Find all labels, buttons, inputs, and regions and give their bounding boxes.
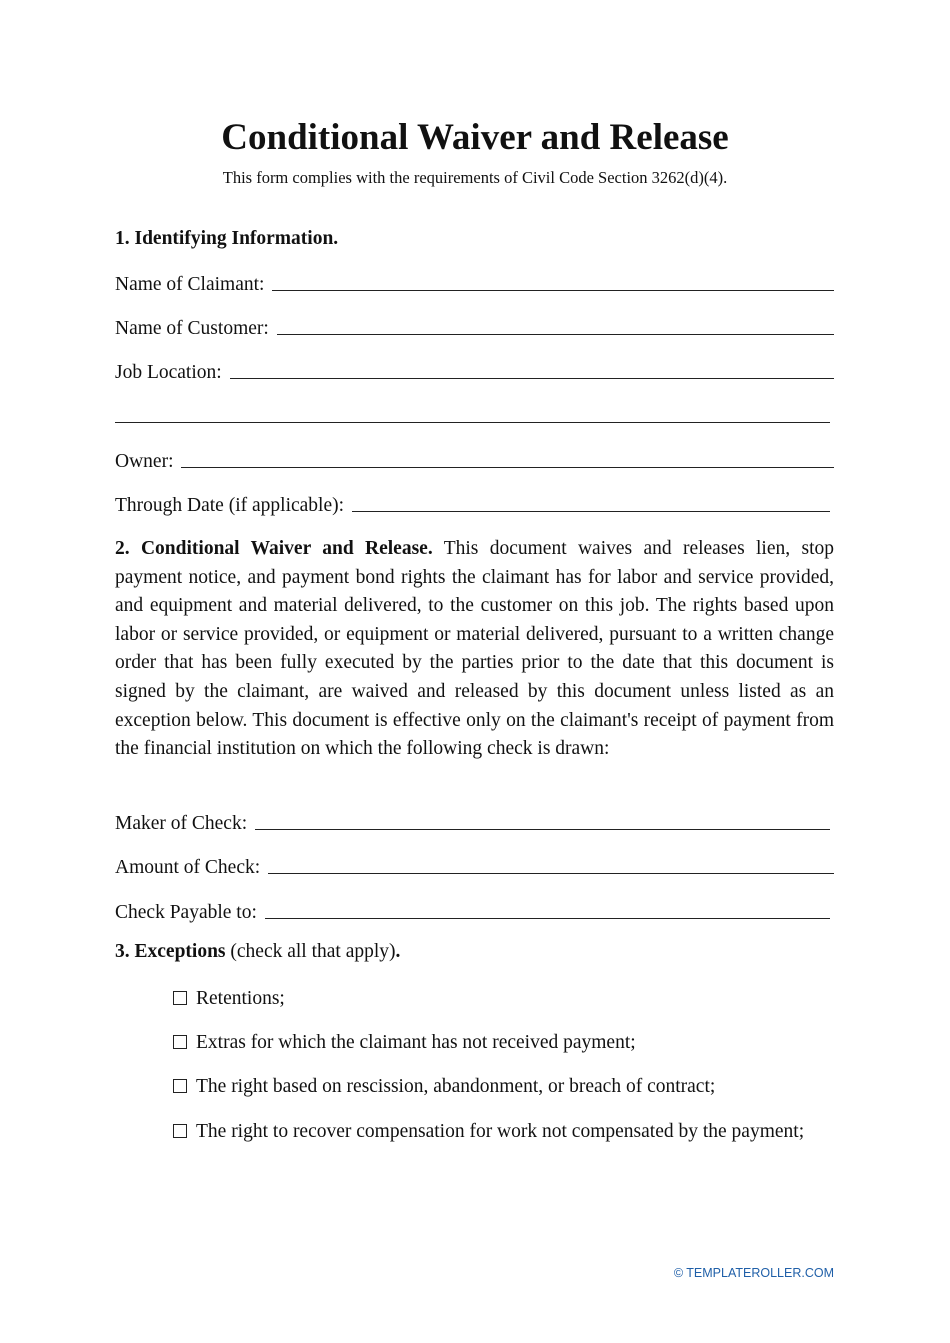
exception-item bbox=[173, 1029, 834, 1058]
amount-of-check-label: Amount of Check: bbox=[115, 857, 261, 878]
footer-watermark[interactable]: © TEMPLATEROLLER.COM bbox=[673, 1266, 834, 1280]
exception-item bbox=[173, 1118, 834, 1147]
owner-label: Owner: bbox=[115, 451, 174, 472]
exception-item bbox=[173, 1073, 834, 1102]
checkbox[interactable] bbox=[173, 1124, 187, 1138]
check-payable-field[interactable] bbox=[115, 896, 830, 924]
checkbox[interactable] bbox=[173, 1079, 187, 1093]
maker-of-check-line[interactable] bbox=[255, 829, 830, 830]
job-location-field-line-2[interactable] bbox=[115, 400, 830, 428]
amount-of-check-line[interactable] bbox=[268, 873, 834, 874]
job-location-line-2[interactable] bbox=[115, 422, 830, 423]
section-3-heading-line bbox=[115, 941, 400, 963]
through-date-label: Through Date (if applicable): bbox=[115, 495, 345, 516]
document-subtitle: This form complies with the requirements of Civil Code Section 3262(d)(4). bbox=[222, 168, 728, 187]
checkbox[interactable] bbox=[173, 991, 187, 1005]
exception-label: Extras for which the claimant has not received payment; bbox=[196, 1032, 636, 1053]
exception-label: The right to recover compensation for work not compensated by the payment; bbox=[196, 1121, 805, 1142]
exception-label: Retentions; bbox=[196, 988, 285, 1009]
exception-item bbox=[173, 985, 834, 1014]
check-payable-label: Check Payable to: bbox=[115, 902, 257, 923]
job-location-line[interactable] bbox=[230, 378, 834, 379]
section-3-period: . bbox=[395, 941, 401, 962]
exception-label: The right based on rescission, abandonment, or breach of contract; bbox=[196, 1076, 716, 1097]
job-location-field[interactable] bbox=[115, 356, 834, 384]
section-2-heading: 2. Conditional Waiver and Release. bbox=[115, 538, 433, 559]
check-payable-line[interactable] bbox=[265, 918, 830, 919]
customer-line[interactable] bbox=[277, 334, 834, 335]
section-3-note: (check all that apply) bbox=[230, 941, 396, 962]
document-title: Conditional Waiver and Release bbox=[221, 117, 729, 158]
checkbox[interactable] bbox=[173, 1035, 187, 1049]
owner-line[interactable] bbox=[181, 467, 834, 468]
claimant-label: Name of Claimant: bbox=[115, 274, 265, 295]
claimant-field[interactable] bbox=[115, 268, 834, 296]
job-location-label: Job Location: bbox=[115, 362, 222, 383]
amount-of-check-field[interactable] bbox=[115, 851, 834, 879]
section-2-paragraph bbox=[115, 535, 834, 764]
section-1-heading: 1. Identifying Information. bbox=[115, 228, 339, 249]
customer-label: Name of Customer: bbox=[115, 318, 269, 339]
through-date-field[interactable] bbox=[115, 489, 830, 517]
section-2-body: This document waives and releases lien, stop payment notice, and payment bond rights the claimant has for labor and service provided, and equipment and material delivered, to the customer on this job. The rights based upon labor or service provided, or equipment or material delivered, pursuant to a written change order that has been fully executed by the parties prior to the date that this document is signed by the claimant, are waived and released by this document unless listed as an exception below. This document is effective only on the claimant's receipt of payment from the financial institution on which the following check is drawn: bbox=[115, 538, 834, 760]
maker-of-check-field[interactable] bbox=[115, 807, 830, 835]
claimant-line[interactable] bbox=[272, 290, 834, 291]
section-3-heading: 3. Exceptions bbox=[115, 941, 226, 962]
owner-field[interactable] bbox=[115, 445, 834, 473]
customer-field[interactable] bbox=[115, 312, 834, 340]
maker-of-check-label: Maker of Check: bbox=[115, 813, 248, 834]
through-date-line[interactable] bbox=[352, 511, 830, 512]
